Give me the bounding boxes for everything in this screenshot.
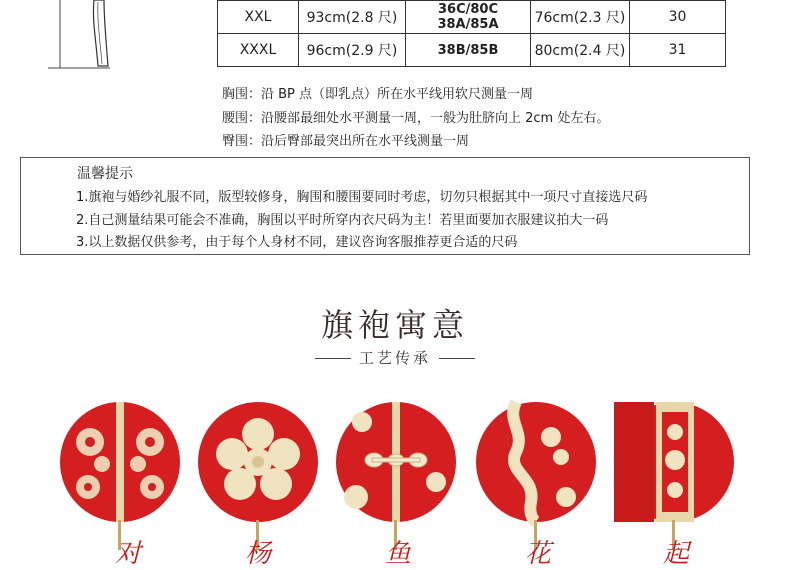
detail-caption: 花	[525, 539, 552, 569]
tips-box	[20, 157, 750, 255]
waist-note: 腰围：沿腰部最细处水平测量一周，一般为肚脐向上 2cm 处左右。	[222, 110, 610, 126]
bust-note: 胸围：沿 BP 点（即乳点）所在水平线用软尺测量一周	[222, 87, 534, 102]
bust-cell: 93cm(2.8 尺)	[299, 1, 406, 34]
shoe-size-cell: 31	[630, 34, 726, 67]
detail-caption: 起	[663, 539, 690, 569]
bra-size-cell: 38B/85B	[406, 34, 531, 67]
detail-caption: 鱼	[385, 539, 412, 569]
detail-photo-sequin-flower	[198, 402, 318, 522]
detail-photo-phoenix-embroidery	[476, 402, 596, 522]
dress-figure-outline	[48, 0, 118, 70]
size-chart-table	[217, 0, 726, 67]
tips-title: 温馨提示	[77, 166, 133, 182]
section-subheading-row	[315, 347, 475, 369]
tip-item: 1.旗袍与婚纱礼服不同，版型较修身，胸围和腰围要同时考虑，切勿只根据其中一项尺寸直接选尺码	[76, 190, 648, 205]
divider-line-left	[315, 358, 351, 359]
tip-item: 2.自己测量结果可能会不准确，胸围以平时所穿内衣尺码为主！若里面要加衣服建议拍大一码	[76, 212, 609, 228]
table-row	[218, 34, 726, 67]
bust-cell: 96cm(2.9 尺)	[299, 34, 406, 67]
divider-line-right	[439, 358, 475, 359]
hip-note: 臀围：沿后臀部最突出所在水平线测量一周	[222, 134, 470, 149]
detail-caption: 杨	[245, 539, 272, 569]
size-cell: XXL	[218, 1, 299, 34]
size-cell: XXXL	[218, 34, 299, 67]
tips-list	[76, 187, 647, 255]
detail-caption: 对	[115, 539, 142, 569]
tip-item: 3.以上数据仅供参考，由于每个人身材不同，建议咨询客服推荐更合适的尺码	[76, 235, 518, 250]
detail-photo-hem-panel	[614, 402, 734, 522]
detail-photo-embroidery	[60, 402, 180, 522]
section-subheading: 工艺传承	[358, 349, 431, 367]
shoe-size-cell: 30	[630, 1, 726, 34]
section-heading: 旗袍寓意	[320, 306, 469, 344]
table-row	[218, 1, 726, 34]
waist-cell: 80cm(2.4 尺)	[531, 34, 630, 67]
detail-photo-knot-buttons	[336, 402, 456, 522]
bra-size-cell: 36C/80C 38A/85A	[406, 1, 531, 34]
waist-cell: 76cm(2.3 尺)	[531, 1, 630, 34]
measurement-notes	[222, 83, 609, 154]
